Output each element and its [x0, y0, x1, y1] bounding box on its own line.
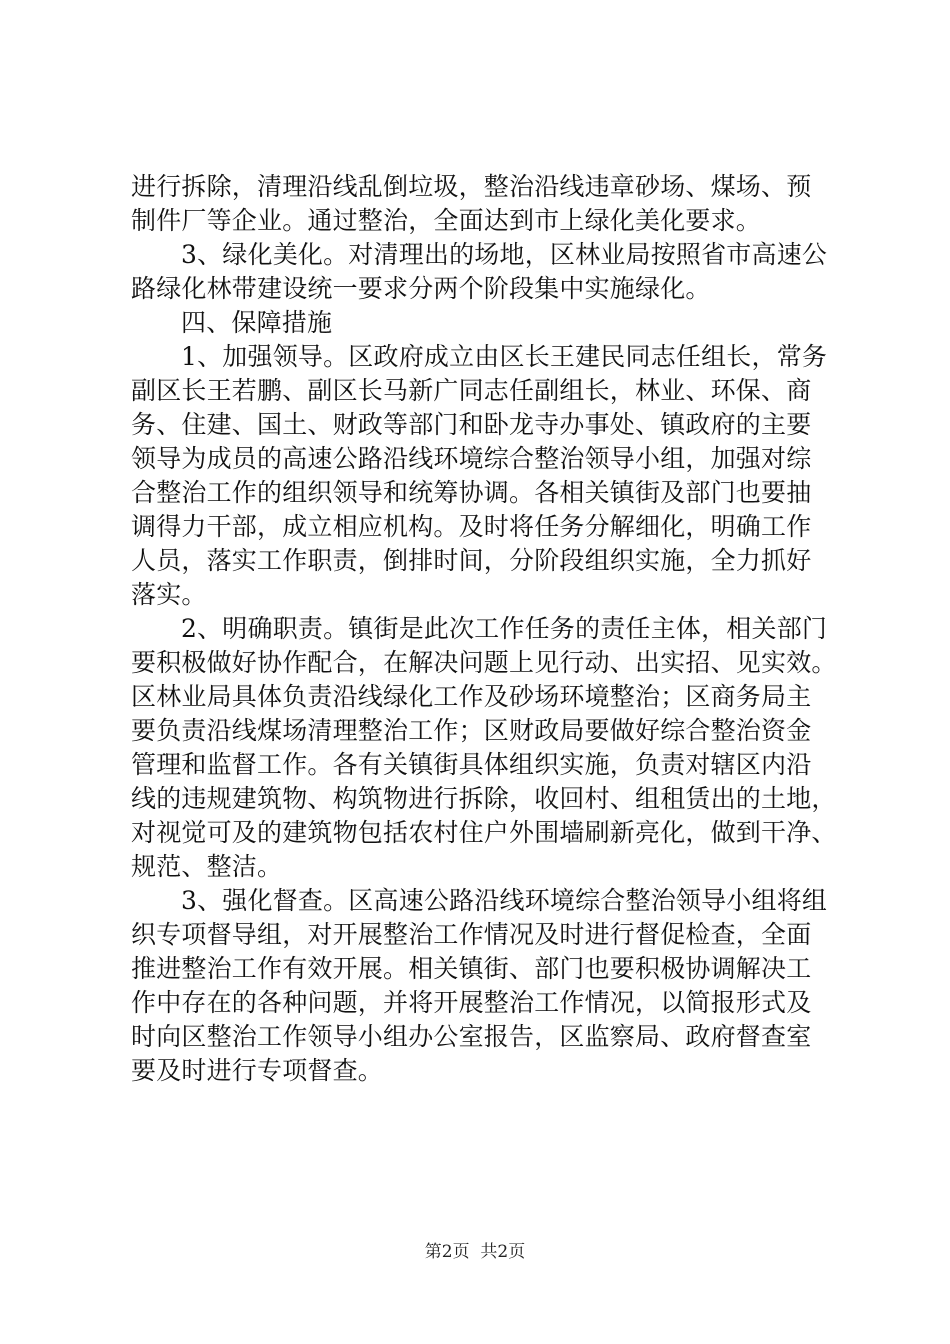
text-line: 落实。 [131, 580, 207, 609]
section-heading: 四、保障措施 [181, 308, 333, 337]
paragraph-start-line: 1、加强领导。区政府成立由区长王建民同志任组长，常务 [181, 342, 828, 371]
text-line: 副区长王若鹏、副区长马新广同志任副组长，林业、环保、商 [131, 376, 812, 405]
text-line: 管理和监督工作。各有关镇街具体组织实施，负责对辖区内沿 [131, 750, 812, 779]
paragraph-start-line: 3、绿化美化。对清理出的场地，区林业局按照省市高速公 [181, 240, 828, 269]
paragraph-start-line: 2、明确职责。镇街是此次工作任务的责任主体，相关部门 [181, 614, 828, 643]
text-line: 推进整治工作有效开展。相关镇街、部门也要积极协调解决工 [131, 954, 812, 983]
text-line: 规范、整洁。 [131, 852, 283, 881]
text-line: 合整治工作的组织领导和统筹协调。各相关镇街及部门也要抽 [131, 478, 812, 507]
text-line: 路绿化林带建设统一要求分两个阶段集中实施绿化。 [131, 274, 711, 303]
text-line: 区林业局具体负责沿线绿化工作及砂场环境整治；区商务局主 [131, 682, 812, 711]
text-line: 领导为成员的高速公路沿线环境综合整治领导小组，加强对综 [131, 444, 812, 473]
text-line: 对视觉可及的建筑物包括农村住户外围墙刷新亮化，做到干净、 [131, 818, 837, 847]
paragraph-start-line: 3、强化督查。区高速公路沿线环境综合整治领导小组将组 [181, 886, 828, 915]
text-line: 调得力干部，成立相应机构。及时将任务分解细化，明确工作 [131, 512, 812, 541]
text-line: 要积极做好协作配合，在解决问题上见行动、出实招、见实效。 [131, 648, 837, 677]
text-line: 要负责沿线煤场清理整治工作；区财政局要做好综合整治资金 [131, 716, 812, 745]
document-body [131, 170, 837, 1088]
text-line: 作中存在的各种问题，并将开展整治工作情况，以简报形式及 [131, 988, 812, 1017]
text-line: 线的违规建筑物、构筑物进行拆除，收回村、组租赁出的土地， [131, 784, 837, 813]
text-line: 织专项督导组，对开展整治工作情况及时进行督促检查，全面 [131, 920, 812, 949]
text-line: 进行拆除，清理沿线乱倒垃圾，整治沿线违章砂场、煤场、预 [131, 172, 812, 201]
text-line: 务、住建、国土、财政等部门和卧龙寺办事处、镇政府的主要 [131, 410, 812, 439]
text-line: 时向区整治工作领导小组办公室报告，区监察局、政府督查室 [131, 1022, 812, 1051]
text-line: 要及时进行专项督查。 [131, 1056, 384, 1085]
text-line: 制件厂等企业。通过整治，全面达到市上绿化美化要求。 [131, 206, 762, 235]
text-line: 人员，落实工作职责，倒排时间，分阶段组织实施，全力抓好 [131, 546, 812, 575]
page-number-footer: 第2页 共2页 [424, 1242, 526, 1262]
